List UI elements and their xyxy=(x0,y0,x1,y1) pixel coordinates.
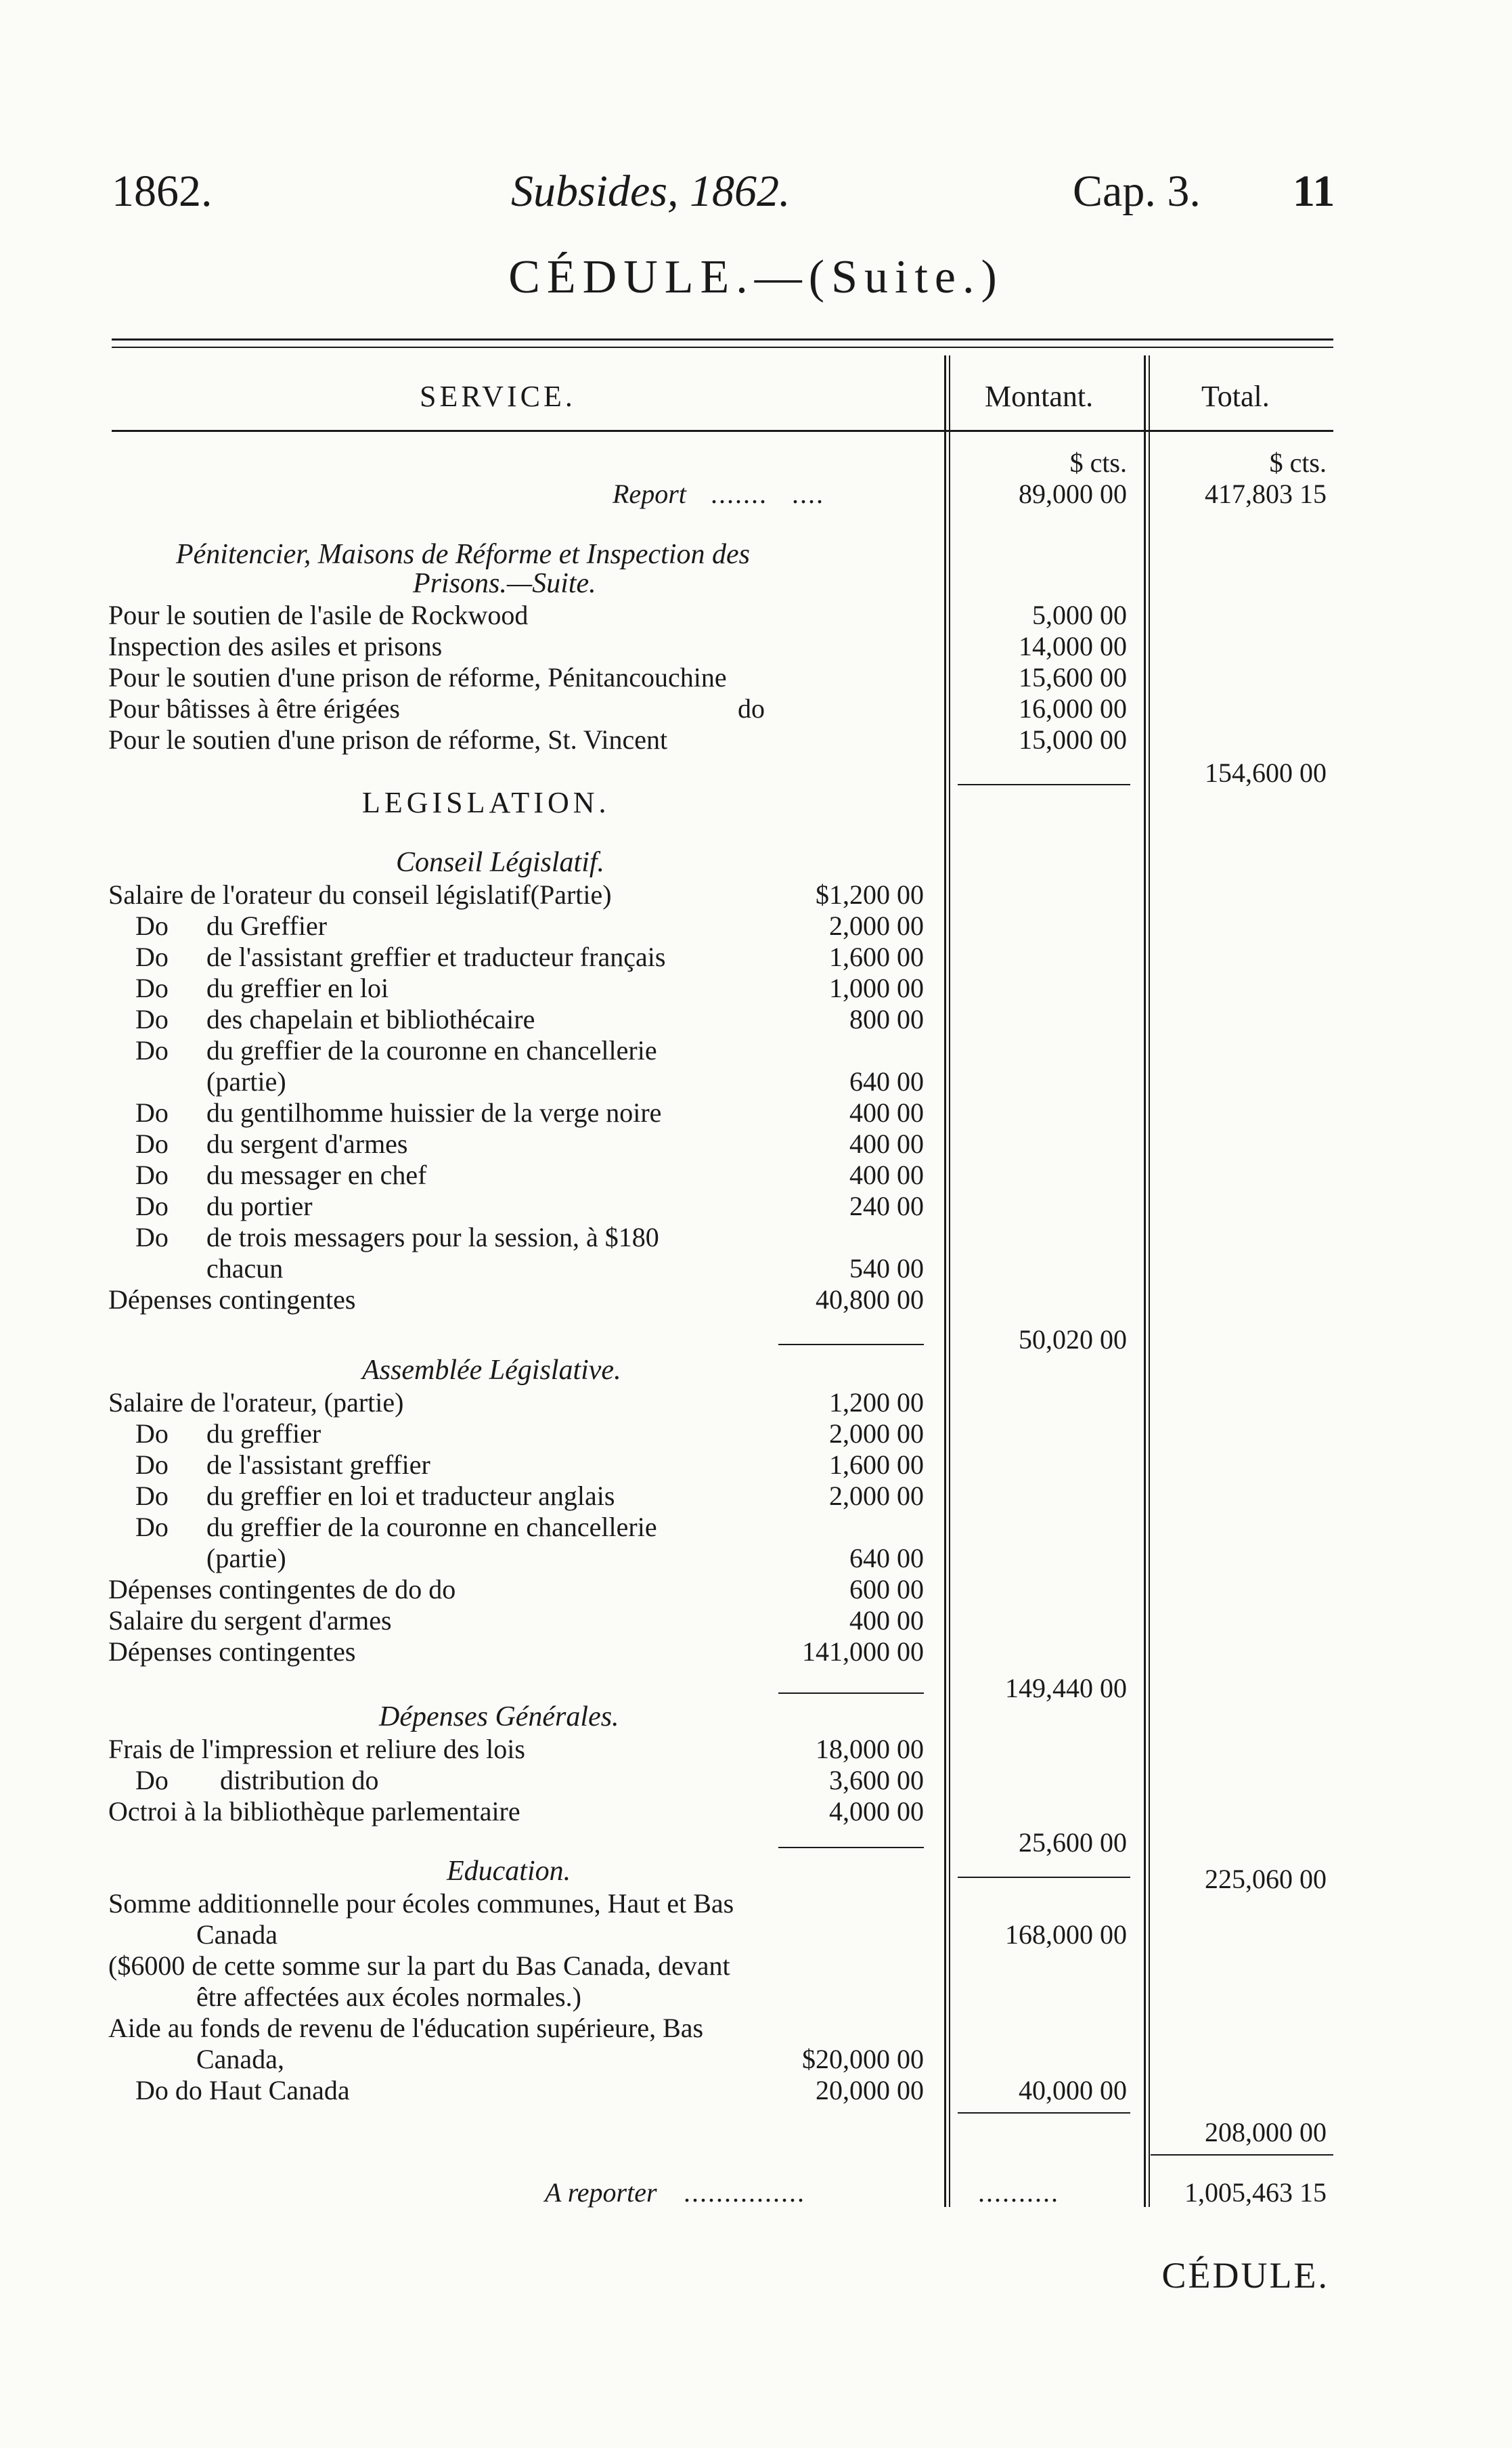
table-row xyxy=(0,599,1512,632)
row-label: (partie) xyxy=(206,1543,286,1573)
table-row xyxy=(0,1449,1512,1481)
table-row xyxy=(0,1418,1512,1450)
table-row xyxy=(0,1887,1512,1920)
row-amount: 40,800 00 xyxy=(816,1284,924,1315)
row-label: du Greffier xyxy=(206,911,328,941)
row-label: Somme additionnelle pour écoles communes, Haut et Bas xyxy=(108,1888,734,1919)
top-rule xyxy=(112,338,1333,341)
education-total: 208,000 00 xyxy=(1205,2117,1327,2147)
generales-montant: 25,600 00 xyxy=(1019,1827,1127,1858)
table-row xyxy=(0,693,1512,725)
table-row xyxy=(0,1511,1512,1544)
row-label: des chapelain et bibliothécaire xyxy=(206,1004,535,1034)
page-running-title: Subsides, 1862. xyxy=(511,167,791,216)
row-label: Octroi à la bibliothèque parlementaire xyxy=(108,1796,520,1827)
row-prefix: Do xyxy=(135,942,169,972)
row-label: du sergent d'armes xyxy=(206,1129,408,1159)
row-label: du portier xyxy=(206,1191,313,1221)
row-montant: 168,000 00 xyxy=(1005,1919,1127,1950)
chapter-number: Cap. 3. xyxy=(1073,167,1201,216)
row-label: Canada xyxy=(196,1919,277,1950)
table-row xyxy=(0,1066,1512,1098)
row-label: Salaire de l'orateur, (partie) xyxy=(108,1387,404,1418)
leader-dots: ....... .... xyxy=(711,479,824,509)
row-prefix: Do xyxy=(135,1481,169,1511)
row-amount: 800 00 xyxy=(849,1004,924,1034)
table-row xyxy=(0,1636,1512,1668)
row-prefix: Do xyxy=(135,1097,169,1128)
a-reporter-label: A reporter xyxy=(545,2177,657,2208)
column-montant: Montant. xyxy=(985,380,1094,413)
table-row xyxy=(0,1003,1512,1036)
assemblee-heading: Assemblée Législative. xyxy=(362,1355,621,1386)
generales-heading: Dépenses Générales. xyxy=(379,1701,619,1732)
row-amount: $1,200 00 xyxy=(816,879,924,910)
row-amount: 20,000 00 xyxy=(816,2075,924,2105)
row-label: du greffier de la couronne en chancellerie xyxy=(206,1035,657,1066)
row-label: de l'assistant greffier et traducteur français xyxy=(206,942,666,972)
table-row xyxy=(0,1480,1512,1512)
table-row xyxy=(0,1604,1512,1637)
table-row xyxy=(0,1252,1512,1285)
row-prefix: Do xyxy=(135,1418,169,1449)
row-label: Frais de l'impression et reliure des lois xyxy=(108,1734,525,1764)
row-label: du greffier en loi et traducteur anglais xyxy=(206,1481,615,1511)
row-label: Canada, xyxy=(196,2044,284,2074)
row-label: Do do Haut Canada xyxy=(135,2075,350,2105)
table-row xyxy=(0,1950,1512,1982)
report-label: Report xyxy=(613,479,686,509)
row-label: (partie) xyxy=(206,1066,286,1097)
subtotal-rule xyxy=(958,2112,1130,2114)
row-prefix: Do xyxy=(135,911,169,941)
row-amount: 400 00 xyxy=(849,1097,924,1128)
montant-units: $ cts. xyxy=(1069,447,1127,478)
conseil-montant: 50,020 00 xyxy=(1019,1324,1127,1355)
page-number: 11 xyxy=(1293,167,1335,216)
conseil-heading: Conseil Législatif. xyxy=(396,847,605,878)
row-label: Salaire du sergent d'armes xyxy=(108,1605,392,1636)
table-row xyxy=(0,1097,1512,1129)
row-amount: 540 00 xyxy=(849,1253,924,1284)
row-label: du gentilhomme huissier de la verge noire xyxy=(206,1097,662,1128)
row-amount: 3,600 00 xyxy=(829,1765,924,1795)
row-prefix: Do xyxy=(135,1449,169,1480)
legislation-heading: LEGISLATION. xyxy=(362,786,610,819)
row-amount: 640 00 xyxy=(849,1543,924,1573)
report-row xyxy=(0,478,1512,510)
table-row xyxy=(0,1221,1512,1254)
row-prefix: Do xyxy=(135,1160,169,1190)
row-montant: 15,600 00 xyxy=(1019,662,1127,693)
penitencier-total: 154,600 00 xyxy=(1205,758,1327,788)
row-prefix: Do xyxy=(135,1035,169,1066)
table-row xyxy=(0,972,1512,1005)
generales-subtotal-row xyxy=(0,1827,1512,1859)
penitencier-heading-2: Prisons.—Suite. xyxy=(413,568,596,599)
row-label: du greffier en loi xyxy=(206,973,389,1003)
table-row xyxy=(0,1981,1512,2013)
row-amount: 400 00 xyxy=(849,1160,924,1190)
row-label: distribution do xyxy=(220,1765,379,1795)
row-prefix: Do xyxy=(135,1512,169,1542)
row-montant: 5,000 00 xyxy=(1032,600,1127,630)
legislation-total: 225,060 00 xyxy=(1205,1864,1327,1894)
table-row xyxy=(0,724,1512,756)
row-prefix: Do xyxy=(135,1765,169,1795)
row-label: ($6000 de cette somme sur la part du Bas Canada, devant xyxy=(108,1950,730,1981)
row-label: Pour le soutien d'une prison de réforme, Pénitancouchine xyxy=(108,662,727,693)
table-row xyxy=(0,1284,1512,1316)
row-montant: 14,000 00 xyxy=(1019,631,1127,661)
report-montant: 89,000 00 xyxy=(1019,479,1127,509)
header-rule xyxy=(112,430,1333,432)
table-row xyxy=(0,1542,1512,1575)
row-prefix: Do xyxy=(135,1191,169,1221)
row-prefix: Do xyxy=(135,1222,169,1252)
penitencier-heading: Pénitencier, Maisons de Réforme et Inspection des xyxy=(176,539,750,570)
row-prefix: Do xyxy=(135,973,169,1003)
row-label: de l'assistant greffier xyxy=(206,1449,430,1480)
row-label: du messager en chef xyxy=(206,1160,427,1190)
row-label: Pour le soutien de l'asile de Rockwood xyxy=(108,600,529,630)
table-row xyxy=(0,1034,1512,1067)
row-amount: 1,200 00 xyxy=(829,1387,924,1418)
table-row xyxy=(0,2043,1512,2076)
row-label: Pour le soutien d'une prison de réforme, St. Vincent xyxy=(108,724,668,755)
table-row xyxy=(0,1128,1512,1160)
table-row xyxy=(0,1764,1512,1797)
next-page-catchword: CÉDULE. xyxy=(1161,2255,1329,2296)
row-label: Salaire de l'orateur du conseil législatif(Partie) xyxy=(108,879,612,910)
assemblee-montant: 149,440 00 xyxy=(1005,1673,1127,1703)
table-row xyxy=(0,1733,1512,1766)
row-label: Aide au fonds de revenu de l'éducation supérieure, Bas xyxy=(108,2013,704,2043)
a-reporter-row xyxy=(0,2177,1512,2209)
table-row xyxy=(0,2074,1512,2107)
row-label: chacun xyxy=(206,1253,284,1284)
education-total-row xyxy=(0,2116,1512,2149)
table-row xyxy=(0,1919,1512,1951)
penitencier-total-row xyxy=(0,757,1512,789)
row-amount: 400 00 xyxy=(849,1129,924,1159)
row-montant: 40,000 00 xyxy=(1019,2075,1127,2105)
row-amount: 640 00 xyxy=(849,1066,924,1097)
table-row xyxy=(0,1190,1512,1223)
units-row xyxy=(0,447,1512,479)
row-amount: 18,000 00 xyxy=(816,1734,924,1764)
table-row xyxy=(0,910,1512,942)
row-label: Dépenses contingentes de do do xyxy=(108,1574,456,1604)
a-reporter-total: 1,005,463 15 xyxy=(1184,2177,1327,2208)
row-amount: 1,600 00 xyxy=(829,1449,924,1480)
conseil-subtotal-row xyxy=(0,1324,1512,1356)
column-service: SERVICE. xyxy=(420,380,576,413)
row-amount: 2,000 00 xyxy=(829,911,924,941)
table-row xyxy=(0,879,1512,911)
row-amount: 2,000 00 xyxy=(829,1418,924,1449)
row-label: du greffier de la couronne en chancellerie xyxy=(206,1512,657,1542)
row-amount: 1,000 00 xyxy=(829,973,924,1003)
table-row xyxy=(0,630,1512,663)
table-row xyxy=(0,1573,1512,1606)
row-label: du greffier xyxy=(206,1418,321,1449)
table-row xyxy=(0,1795,1512,1828)
row-prefix: Do xyxy=(135,1129,169,1159)
total-rule xyxy=(1151,2154,1333,2156)
row-label: Dépenses contingentes xyxy=(108,1284,356,1315)
column-total: Total. xyxy=(1201,380,1270,413)
table-row xyxy=(0,941,1512,974)
row-amount: 1,600 00 xyxy=(829,942,924,972)
total-units: $ cts. xyxy=(1269,447,1327,478)
row-label: Inspection des asiles et prisons xyxy=(108,631,443,661)
assemblee-subtotal-row xyxy=(0,1672,1512,1705)
row-amount: 400 00 xyxy=(849,1605,924,1636)
page-year: 1862. xyxy=(112,167,213,216)
row-montant: 15,000 00 xyxy=(1019,724,1127,755)
top-rule-inner xyxy=(112,347,1333,348)
row-amount: 240 00 xyxy=(849,1191,924,1221)
row-label: Pour bâtisses à être érigées xyxy=(108,693,400,724)
row-label: être affectées aux écoles normales.) xyxy=(196,1982,581,2012)
education-heading: Education. xyxy=(447,1856,571,1887)
leader-dots: .......... xyxy=(978,2177,1059,2208)
row-amount: 4,000 00 xyxy=(829,1796,924,1827)
row-label: Dépenses contingentes xyxy=(108,1636,356,1667)
row-amount: 600 00 xyxy=(849,1574,924,1604)
row-amount: 141,000 00 xyxy=(802,1636,924,1667)
table-row xyxy=(0,2012,1512,2045)
row-amount: $20,000 00 xyxy=(802,2044,924,2074)
row-prefix: Do xyxy=(135,1004,169,1034)
report-total: 417,803 15 xyxy=(1205,479,1327,509)
leader-dots: ............... xyxy=(684,2177,805,2208)
schedule-caption: CÉDULE.—(Suite.) xyxy=(508,251,1004,303)
row-ditto: do xyxy=(738,693,765,724)
table-row xyxy=(0,661,1512,694)
table-row xyxy=(0,1386,1512,1419)
row-amount: 2,000 00 xyxy=(829,1481,924,1511)
row-label: de trois messagers pour la session, à $180 xyxy=(206,1222,659,1252)
row-montant: 16,000 00 xyxy=(1019,693,1127,724)
table-row xyxy=(0,1159,1512,1192)
